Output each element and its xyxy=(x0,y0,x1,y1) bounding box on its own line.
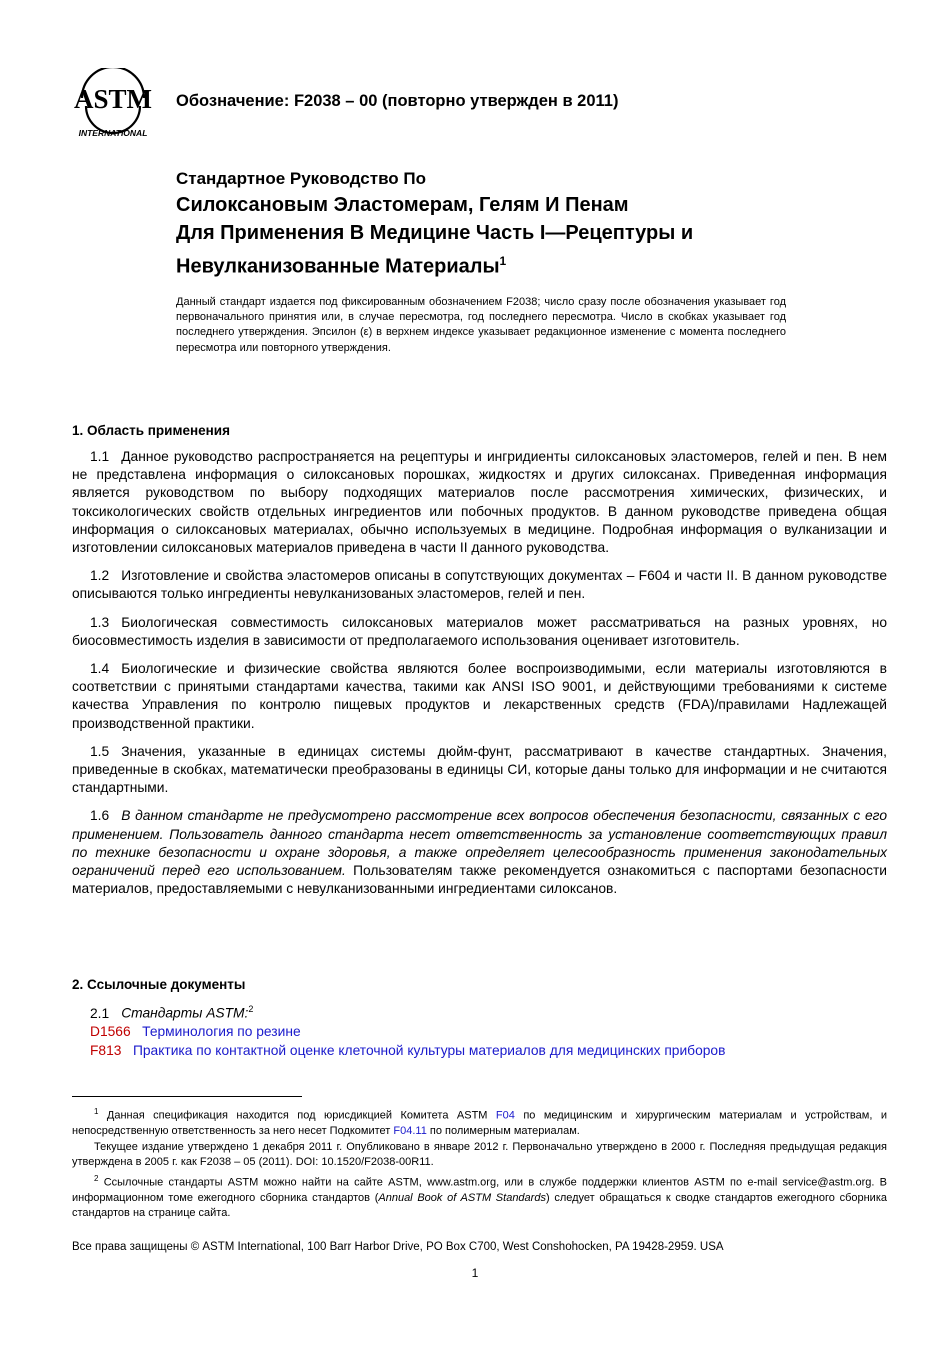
astm-standards-subheading xyxy=(72,1000,887,1023)
paragraph-number: 1.4 xyxy=(90,661,110,677)
footnote-mark: 2 xyxy=(94,1173,99,1183)
reference-code[interactable]: F813 xyxy=(90,1042,122,1058)
committee-link[interactable]: F04 xyxy=(495,1109,515,1122)
title-line-3: Для Применения В Медицине Часть I—Рецептуры и xyxy=(176,222,694,244)
reference-code[interactable]: D1566 xyxy=(90,1024,131,1040)
subcommittee-link[interactable]: F04.11 xyxy=(393,1125,427,1138)
footnote-2 xyxy=(72,1171,887,1222)
paragraph-number: 1.2 xyxy=(90,568,110,584)
footnote-text: по медицинским и хирургическим материалам и устройствам, и непосредственную ответственность за него несет Подкомитет xyxy=(72,1109,887,1138)
issue-note: Данный стандарт издается под фиксированным обозначением F2038; число сразу после обозначения указывает год первоначального принятия или, в случае пересмотра, год последнего пересмотра. Число в скобках указывает год последнего утверждения. Эпсилон (ε) в верхнем индексе указывает редакционное изменение с момента последнего пересмотра или повторного утверждения. xyxy=(176,296,786,354)
title-line-4-text: Невулканизованные Материалы xyxy=(176,255,500,278)
subsection-footnote-mark: 2 xyxy=(248,1004,254,1014)
title-line-1: Стандартное Руководство По xyxy=(176,169,427,188)
paragraph-1-4 xyxy=(72,660,887,733)
footnote-1 xyxy=(72,1104,887,1140)
title-line-4 xyxy=(176,248,876,280)
footnote-text: Ссылочные стандарты ASTM можно найти на сайте ASTM, www.astm.org, или в службе поддержки клиентов ASTM по e-mail service@astm.org. В информационном томе ежегодного сборника стандартов ( xyxy=(72,1176,887,1204)
designation: Обозначение: F2038 – 00 (повторно утвержден в 2011) xyxy=(176,92,619,110)
reference-d1566[interactable] xyxy=(72,1023,887,1042)
astm-logo xyxy=(70,68,156,140)
title-footnote-mark: 1 xyxy=(499,254,507,268)
paragraph-text: Биологическая совместимость силоксановых материалов может рассматриваться на разных уровнях, но биосовместимость изделия в зависимости от предполагаемого использования оценивает изготовитель. xyxy=(72,614,887,648)
paragraph-text: Данное руководство распространяется на рецептуры и ингридиенты силоксановых эластомеров, гелей и пен. В нем не представлена информация о силоксановых порошках, жидкостях и других силоксанах. Приведенная информация является руководством по выбору подходящих материалов после рассмотрения химических, физических, и токсикологических свойств отдельных ингредиентов или побочных продуктов. В данном руководстве приведена общая информация о силоксановых материалах, обычно используемых в медицине. Подробная информация о вулканизации и изготовлении силоксановых материалов приведена в части II данного руководства. xyxy=(72,449,887,556)
book-title: Annual Book of ASTM Standards xyxy=(378,1191,546,1204)
section-2 xyxy=(72,977,887,1060)
footnote-text: по полимерным материалам. xyxy=(426,1125,580,1138)
page-number: 1 xyxy=(471,1266,479,1280)
paragraph-1-1 xyxy=(72,448,887,557)
paragraph-number: 1.1 xyxy=(90,449,110,464)
title-block xyxy=(176,168,876,280)
footnote-text: ) следует обращаться к сводке стандартов ежегодного сборника стандартов на странице сайта. xyxy=(72,1191,887,1220)
footnote-mark: 1 xyxy=(94,1107,99,1116)
footnote-text: Данная спецификация находится под юрисдикцией Комитета ASTM xyxy=(98,1109,496,1122)
copyright-notice: Все права защищены © ASTM International, 100 Barr Harbor Drive, PO Box C700, West Conshohocken, PA 19428-2959. USA xyxy=(72,1241,724,1253)
paragraph-text: Пользователям также рекомендуется ознакомиться с паспортами безопасности материалов, предоставляемыми с невулканизованными ингредиентами силоксанов. xyxy=(72,863,887,897)
subsection-label: Стандарты ASTM: xyxy=(121,1005,249,1021)
paragraph-number: 1.3 xyxy=(90,614,110,630)
logo-text: ASTM xyxy=(73,84,153,114)
paragraph-number: 1.5 xyxy=(90,743,110,759)
reference-f813[interactable] xyxy=(72,1042,887,1061)
paragraph-text: Изготовление и свойства эластомеров описаны в сопутствующих документах – F604 и части II. В данном руководстве описываются только ингредиенты невулканизованых эластомеров, гелей и пен. xyxy=(72,568,887,602)
subsection-number: 2.1 xyxy=(90,1005,110,1021)
paragraph-text: Биологические и физические свойства являются более воспроизводимыми, если материалы изготовляются в соответствии с принятыми стандартами качества, такими как ANSI ISO 9001, и действующими требованиями к системе качества Управления по контролю пищевых продуктов и лекарственных средств (FDA)/правилами Надлежащей производственной практики. xyxy=(72,661,887,731)
footnote-divider xyxy=(72,1096,302,1097)
paragraph-number: 1.6 xyxy=(90,808,110,824)
paragraph-1-5 xyxy=(72,743,887,798)
paragraph-1-3 xyxy=(72,614,887,650)
reference-title[interactable]: Терминология по резине xyxy=(142,1024,301,1040)
paragraph-1-2 xyxy=(72,567,887,603)
footnotes xyxy=(72,1104,887,1222)
paragraph-1-6 xyxy=(72,807,887,898)
title-line-2: Силоксановым Эластомерам, Гелям И Пенам xyxy=(176,194,629,216)
footnote-1-edition: Текущее издание утверждено 1 декабря 2011 г. Опубликовано в январе 2012 г. Первоначально утверждено в 2000 г. Последняя предыдущая редакция утверждена в 2005 г. как F2038 – 05 (2011). DOI: 10.1520/F2038-00R11. xyxy=(72,1140,887,1169)
paragraph-text: Значения, указанные в единицах системы дюйм-фунт, рассматривают в качестве стандартных. Значения, приведенные в скобках, математически преобразованы в единицы СИ, которые даны только для информации и не считаются стандартными. xyxy=(72,743,887,796)
reference-title[interactable]: Практика по контактной оценке клеточной культуры материалов для медицинских приборов xyxy=(132,1042,726,1058)
section-1-heading: 1. Область применения xyxy=(72,423,230,438)
logo-subtext: INTERNATIONAL xyxy=(78,128,148,138)
section-2-heading: 2. Ссылочные документы xyxy=(72,977,246,992)
section-1 xyxy=(72,423,887,898)
safety-statement: В данном стандарте не предусмотрено рассмотрение всех вопросов обеспечения безопасности, связанных с его применением. Пользователь данного стандарта несет ответственность за установление соответствующих правил по технике безопасности и охране здоровья, а также определяет целесообразность применения законодательных ограничений перед его использованием. xyxy=(72,808,887,879)
